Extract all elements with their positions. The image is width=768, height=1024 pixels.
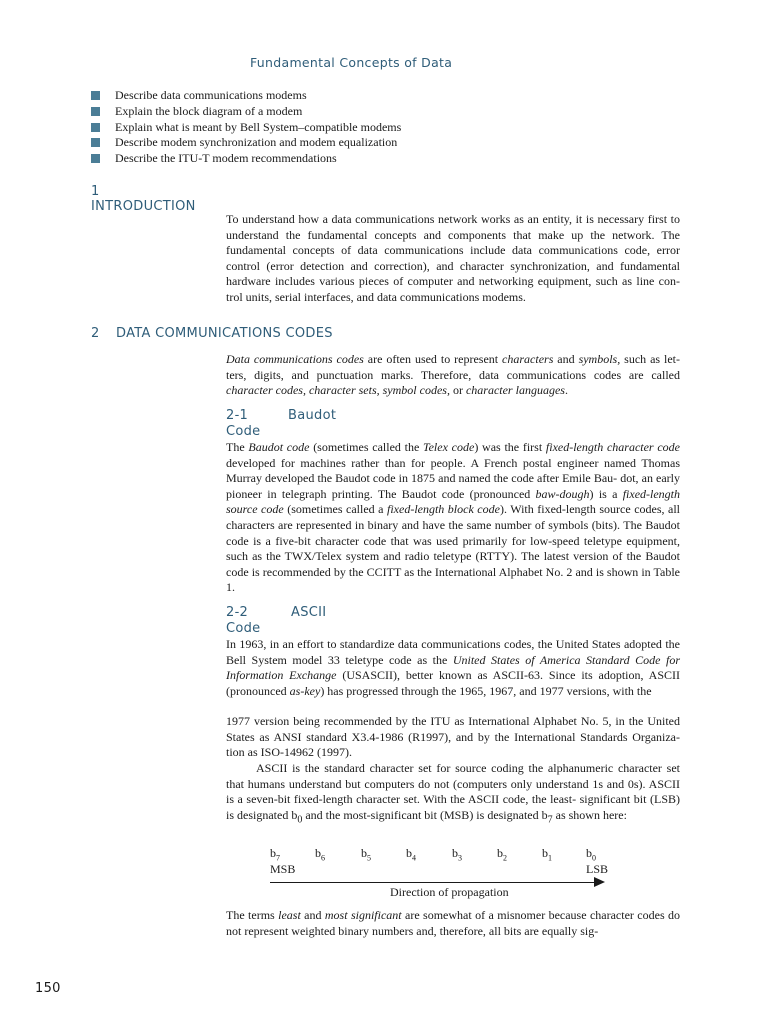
- objective-item: Describe data communications modems: [91, 88, 401, 104]
- objectives-list: [91, 88, 401, 167]
- propagation-line: [270, 882, 600, 883]
- square-bullet-icon: [91, 123, 100, 132]
- subsection-2-2-number: 2-2: [226, 605, 249, 620]
- objective-item: Explain what is meant by Bell System–compatible modems: [91, 120, 401, 136]
- bit-order-diagram: [270, 846, 620, 902]
- section-2-paragraph: Data communications codes are often used to represent characters and symbols, such as let- ters, digits, and punctuation marks. Therefore, data communications codes are called character codes, character sets, symbol codes, or character languages.: [226, 352, 681, 398]
- bit-label: $b_2$: [497, 846, 507, 863]
- subsection-2-2-title-cont: Code: [226, 621, 261, 636]
- bit-label: $b_4$: [406, 846, 416, 863]
- msb-label: MSB: [270, 862, 296, 876]
- final-paragraph: The terms least and most significant are somewhat of a misnomer because character codes do not represent weighted binary numbers and, therefore, all bits are equally sig-: [226, 908, 681, 938]
- direction-label: Direction of propagation: [390, 885, 509, 899]
- bit-label: $b_1$: [542, 846, 552, 863]
- lsb-label: LSB: [586, 862, 609, 876]
- section-1-title: INTRODUCTION: [91, 199, 196, 214]
- running-head: Fundamental Concepts of Data: [250, 55, 453, 70]
- subsection-2-2-title: ASCII: [291, 605, 327, 620]
- subsection-2-1-title: Baudot: [288, 408, 337, 423]
- objective-item: Describe modem synchronization and modem equalization: [91, 135, 401, 151]
- section-1-number: 1: [91, 184, 100, 199]
- objective-item: Describe the ITU-T modem recommendations: [91, 151, 401, 167]
- subsection-2-2-paragraph-2: 1977 version being recommended by the ITU as International Alphabet No. 5, in the United States as ANSI standard X3.4-1986 (R1997), and by the International Standards Organiza- tion as ISO-14962 (1997).: [226, 714, 680, 760]
- section-1-paragraph: To understand how a data communications network works as an entity, it is necessary first to understand the fundamental concepts and components that make up the network. The fundamental concepts of data communications include data communications code, error control (error detection and correction), and character synchronization, and fundamental hardware includes various pieces of computer and networking equipment, such as line con- trol units, serial interfaces, and data communications modems.: [226, 212, 680, 304]
- subsection-2-1-number: 2-1: [226, 408, 249, 423]
- bit-label: $b_0$: [586, 846, 596, 863]
- section-2-number: 2: [91, 326, 100, 341]
- objective-item: Explain the block diagram of a modem: [91, 104, 401, 120]
- subsection-2-1-paragraph: The Baudot code (sometimes called the Telex code) was the first fixed-length character code developed for machines rather than for people. A French postal engineer named Thomas Murray developed the Baudot code in 1875 and named the code after Emile Bau- dot, an early pioneer in telegraph printing. The Baudot code (pronounced baw-dough) is a fixed-length source code (sometimes called a fixed-length block code). With fixed-length source codes, all characters are represented in binary and have the same number of symbols (bits). The Baudot code is a five-bit character code that was used primarily for low-speed teletype equipment, such as the TWX/Telex system and radio teletype (RTTY). The latest version of the Baudot code is recommended by the CCITT as the International Alphabet No. 2 and is shown in Table 1.: [226, 440, 681, 595]
- page-number: 150: [35, 981, 61, 996]
- square-bullet-icon: [91, 138, 100, 147]
- subsection-2-1-title-cont: Code: [226, 424, 261, 439]
- arrow-right-icon: [594, 877, 605, 887]
- bit-label: $b_7$: [270, 846, 280, 863]
- square-bullet-icon: [91, 107, 100, 116]
- subsection-2-2-paragraph-1: In 1963, in an effort to standardize data communications codes, the United States adopted the Bell System model 33 teletype code as the United States of America Standard Code for Information Exchange (USASCII), better known as ASCII-63. Since its adoption, ASCII (pronounced as-key) has progressed through the 1965, 1967, and 1977 versions, with the: [226, 637, 680, 698]
- square-bullet-icon: [91, 91, 100, 100]
- section-2-title: DATA COMMUNICATIONS CODES: [116, 326, 333, 341]
- subsection-2-2-paragraph-3: ASCII is the standard character set for source coding the alphanumeric character set that humans understand but computers do not (computers only understand 1s and 0s). ASCII is a seven-bit fixed-length character set. With the ASCII code, the least- significant bit (LSB) is designated $b_0$ and the most-significant bit (MSB) is designated $b_7$ as shown here:: [226, 761, 680, 826]
- bit-label: $b_3$: [452, 846, 462, 863]
- square-bullet-icon: [91, 154, 100, 163]
- bit-label: $b_5$: [361, 846, 371, 863]
- bit-label: $b_6$: [315, 846, 325, 863]
